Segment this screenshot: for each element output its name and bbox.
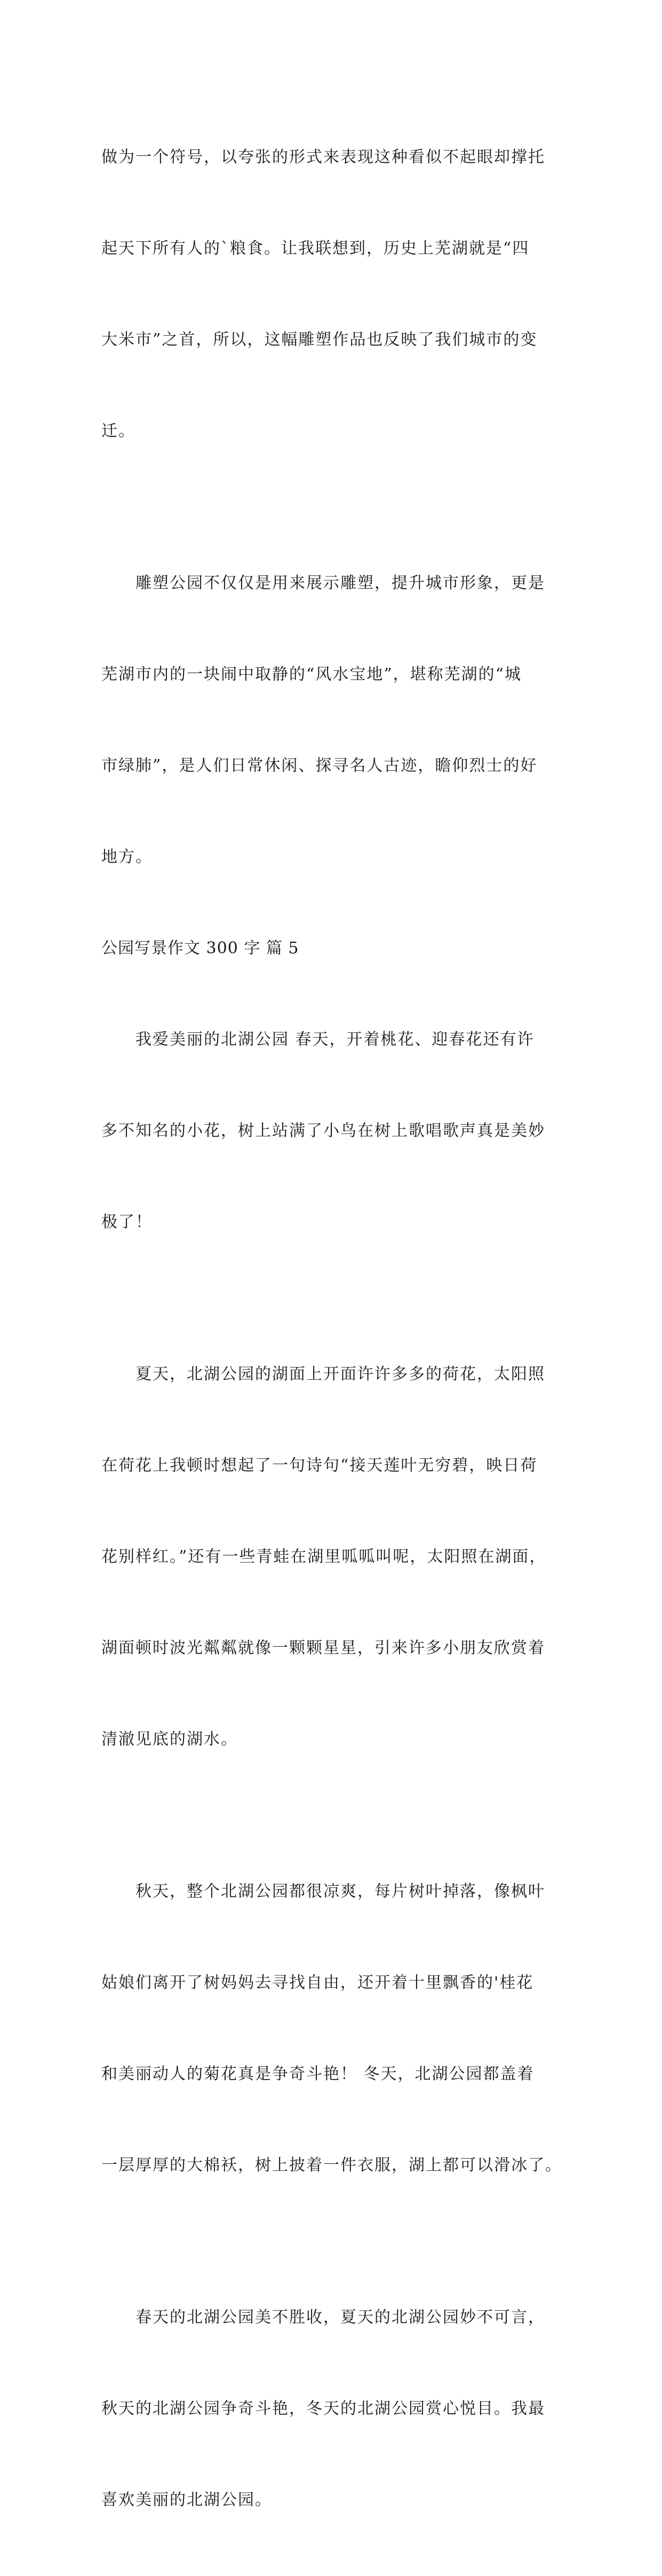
text-line: 极了！ <box>101 1213 153 1231</box>
text-line: 地方。 <box>101 848 153 866</box>
text-line: 夏天，北湖公园的湖面上开面许许多多的荷花，太阳照 <box>101 1365 545 1384</box>
text-line: 秋天的北湖公园争奇斗艳，冬天的北湖公园赏心悦目。我最 <box>101 2399 545 2418</box>
text-line: 姑娘们离开了树妈妈去寻找自由，还开着十里飘香的'桂花 <box>101 1973 534 1992</box>
heading-text: 公园写景作文 300 字 篇 5 <box>101 939 299 958</box>
text-line: 一层厚厚的大棉袄，树上披着一件衣服，湖上都可以滑冰了。 <box>101 2156 562 2175</box>
text-line: 花别样红。”还有一些青蛙在湖里呱呱叫呢，太阳照在湖面， <box>101 1547 547 1566</box>
text-line: 做为一个符号，以夸张的形式来表现这种看似不起眼却撑托 <box>101 148 545 167</box>
section-heading <box>101 933 571 963</box>
document-body <box>101 81 571 2576</box>
paragraph-spring <box>101 963 571 1298</box>
text-line: 喜欢美丽的北湖公园。 <box>101 2491 272 2509</box>
paragraph-sculpture-park <box>101 507 571 933</box>
text-line: 芜湖市内的一块闹中取静的“风水宝地”，堪称芜湖的“城 <box>101 665 522 684</box>
text-line: 多不知名的小花，树上站满了小鸟在树上歌唱歌声真是美妙 <box>101 1121 545 1140</box>
text-line: 春天的北湖公园美不胜收，夏天的北湖公园妙不可言， <box>101 2308 545 2327</box>
text-line: 市绿肺”，是人们日常休闲、探寻名人古迹，瞻仰烈士的好 <box>101 756 538 775</box>
paragraph-summer <box>101 1298 571 1815</box>
text-line: 秋天，整个北湖公园都很凉爽，每片树叶掉落，像枫叶 <box>101 1882 545 1901</box>
text-line: 清澈见底的湖水。 <box>101 1730 238 1749</box>
text-line: 湖面顿时波光粼粼就像一颗颗星星，引来许多小朋友欣赏着 <box>101 1639 545 1657</box>
paragraph-conclusion <box>101 2241 571 2576</box>
text-line: 雕塑公园不仅仅是用来展示雕塑，提升城市形象，更是 <box>101 574 545 592</box>
text-line: 我爱美丽的北湖公园 春天，开着桃花、迎春花还有许 <box>101 1030 535 1049</box>
text-line: 起天下所有人的`粮食。让我联想到，历史上芜湖就是“四 <box>101 239 530 258</box>
text-line: 和美丽动人的菊花真是争奇斗艳！ 冬天，北湖公园都盖着 <box>101 2065 535 2083</box>
text-line: 迁。 <box>101 422 135 440</box>
text-line: 大米市”之首，所以，这幅雕塑作品也反映了我们城市的变 <box>101 330 538 349</box>
paragraph-grain-sculpture <box>101 81 571 507</box>
paragraph-autumn-winter <box>101 1815 571 2241</box>
text-line: 在荷花上我顿时想起了一句诗句“接天莲叶无穷碧，映日荷 <box>101 1456 538 1475</box>
